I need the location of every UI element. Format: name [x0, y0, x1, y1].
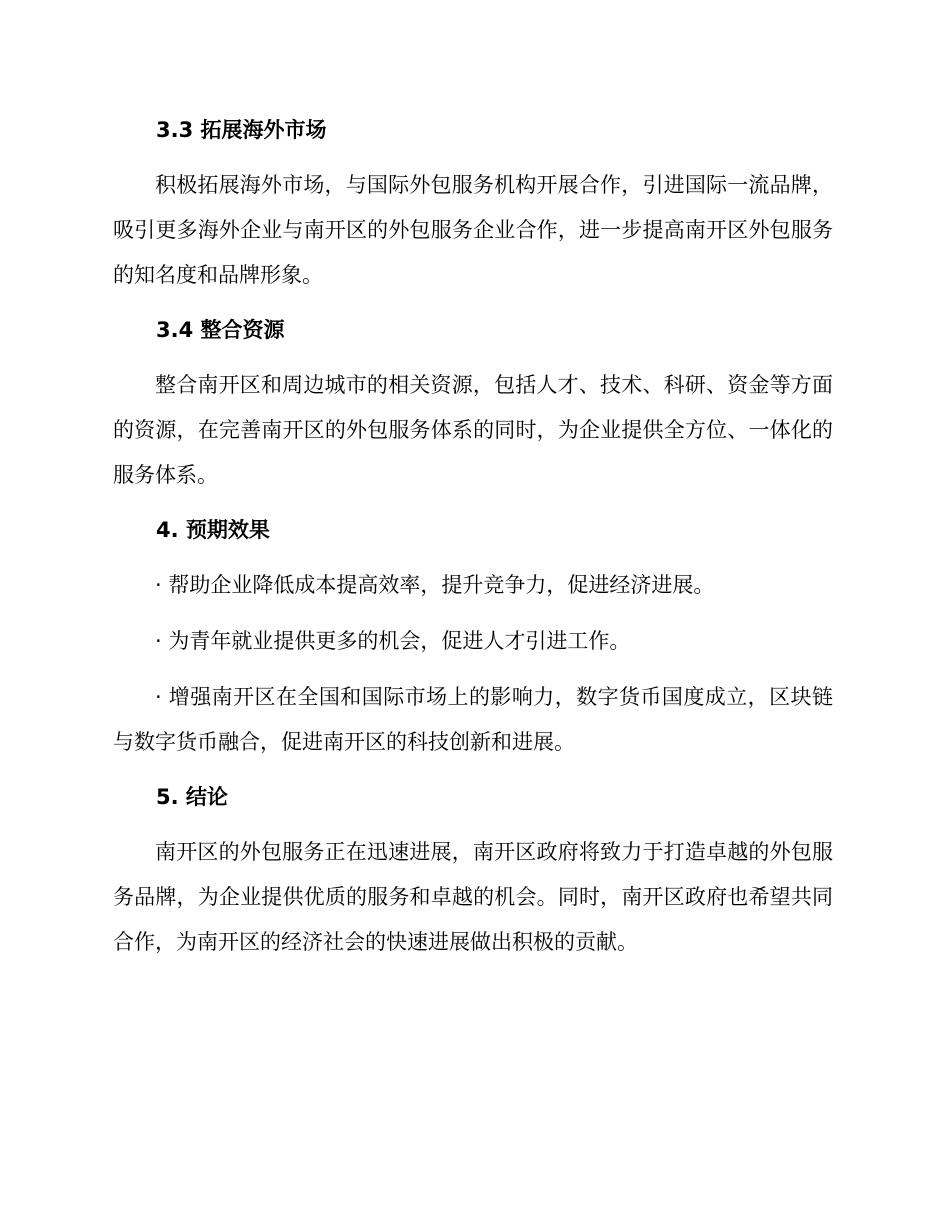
bullet-item-1: · 帮助企业降低成本提高效率，提升竞争力，促进经济进展。 — [155, 573, 715, 597]
bullet-item-3: · 增强南开区在全国和国际市场上的影响力，数字货币国度成立，区块链与数字货币融合，促进南开区的科技创新和进展。 — [113, 685, 833, 754]
section-heading-3-3: 3.3 拓展海外市场 — [156, 118, 327, 142]
section-heading-4: 4. 预期效果 — [156, 518, 270, 542]
section-paragraph-3-3: 积极拓展海外市场，与国际外包服务机构开展合作，引进国际一流品牌，吸引更多海外企业与南开区的外包服务企业合作，进一步提高南开区外包服务的知名度和品牌形象。 — [113, 173, 833, 287]
section-heading-3-4: 3.4 整合资源 — [156, 318, 285, 342]
bullet-item-2: · 为青年就业提供更多的机会，促进人才引进工作。 — [155, 629, 631, 653]
section-paragraph-3-4: 整合南开区和周边城市的相关资源，包括人才、技术、科研、资金等方面的资源，在完善南开区的外包服务体系的同时，为企业提供全方位、一体化的服务体系。 — [113, 373, 833, 487]
document-body — [113, 110, 833, 965]
section-paragraph-5: 南开区的外包服务正在迅速进展，南开区政府将致力于打造卓越的外包服务品牌，为企业提供优质的服务和卓越的机会。同时，南开区政府也希望共同合作，为南开区的经济社会的快速进展做出积极的贡献。 — [113, 840, 833, 954]
section-heading-5: 5. 结论 — [156, 785, 228, 809]
